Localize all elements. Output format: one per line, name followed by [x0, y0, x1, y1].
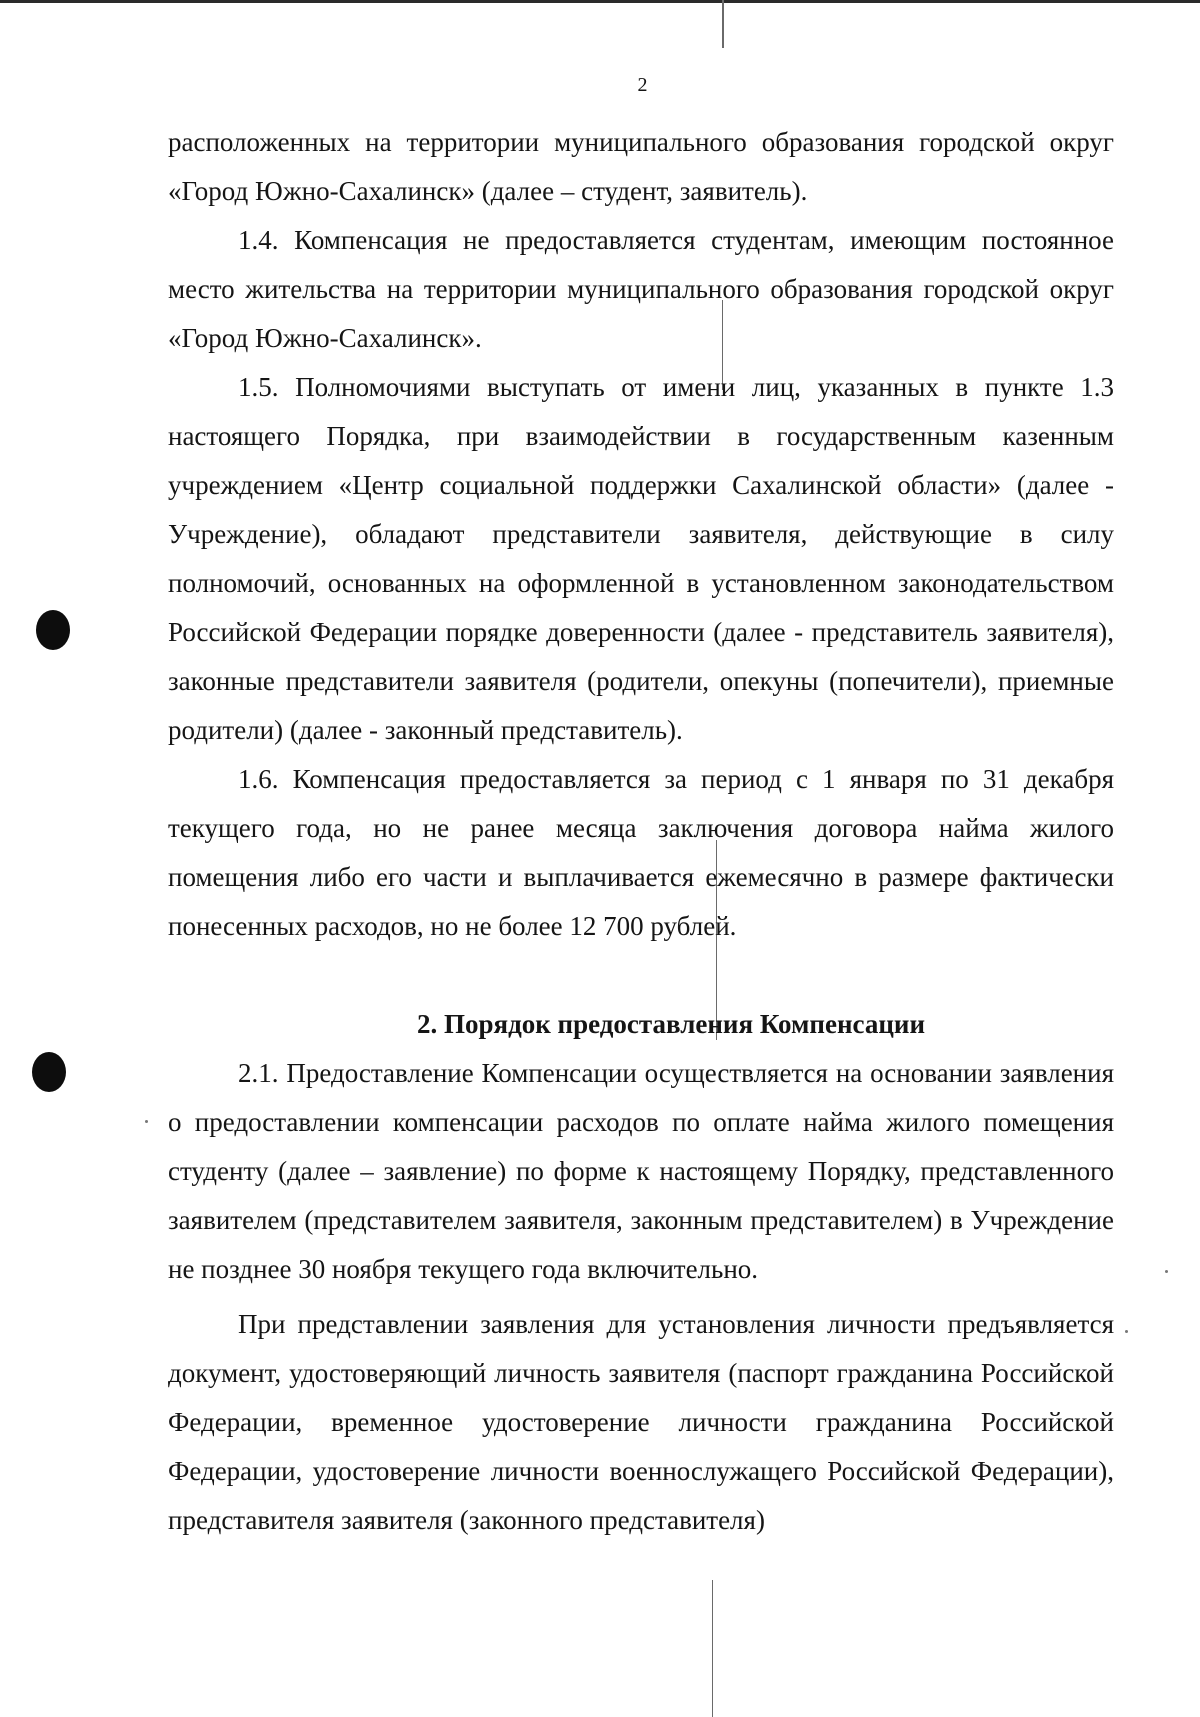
- paragraph-1-5: 1.5. Полномочиями выступать от имени лиц, указанных в пункте 1.3 настоящего Порядка, при взаимодействии в государственным казенным учреждением «Центр социальной поддержки Сахалинской области» (далее - Учреждение), обладают представители заявителя, действующие в силу полномочий, основанных на оформленной в установленном законодательством Российской Федерации порядке доверенности (далее - представитель заявителя), законные представители заявителя (родители, опекуны (попечители), приемные родители) (далее - законный представитель).: [168, 372, 1114, 745]
- paragraph-1-4: 1.4. Компенсация не предоставляется студентам, имеющим постоянное место жительства на территории муниципального образования городской округ «Город Южно-Сахалинск».: [168, 225, 1114, 353]
- scan-speck: [145, 1120, 148, 1123]
- section-1-body: [168, 118, 1114, 951]
- scan-speck: [1125, 1330, 1128, 1333]
- punch-hole: [36, 610, 70, 650]
- paragraph-2-1: 2.1. Предоставление Компенсации осуществляется на основании заявления о предоставлении компенсации расходов по оплате найма жилого помещения студенту (далее – заявление) по форме к настоящему Порядку, представленного заявителем (представителем заявителя, законным представителем) в Учреждение не позднее 30 ноября текущего года включительно.: [168, 1058, 1114, 1284]
- page-number: 2: [637, 74, 648, 96]
- punch-hole: [32, 1052, 66, 1092]
- paragraph-1-6: 1.6. Компенсация предоставляется за период с 1 января по 31 декабря текущего года, но не ранее месяца заключения договора найма жилого помещения либо его части и выплачивается ежемесячно в размере фактически понесенных расходов, но не более 12 700 рублей.: [168, 764, 1114, 941]
- section-2-heading: 2. Порядок предоставления Компенсации: [416, 1009, 926, 1039]
- section-2-body: [168, 1000, 1114, 1545]
- paragraph-continuation: расположенных на территории муниципального образования городской округ «Город Южно-Сахалинск» (далее – студент, заявитель).: [168, 127, 1114, 206]
- paragraph-identity: При представлении заявления для установления личности предъявляется документ, удостоверяющий личность заявителя (паспорт гражданина Российской Федерации, временное удостоверение личности гражданина Российской Федерации, удостоверение личности военнослужащего Российской Федерации), представителя заявителя (законного представителя): [168, 1309, 1114, 1535]
- scan-speck: [1165, 1270, 1168, 1273]
- scan-fold-line: [712, 1580, 713, 1717]
- scan-top-edge: [0, 0, 1200, 3]
- scan-fold-line: [722, 0, 724, 48]
